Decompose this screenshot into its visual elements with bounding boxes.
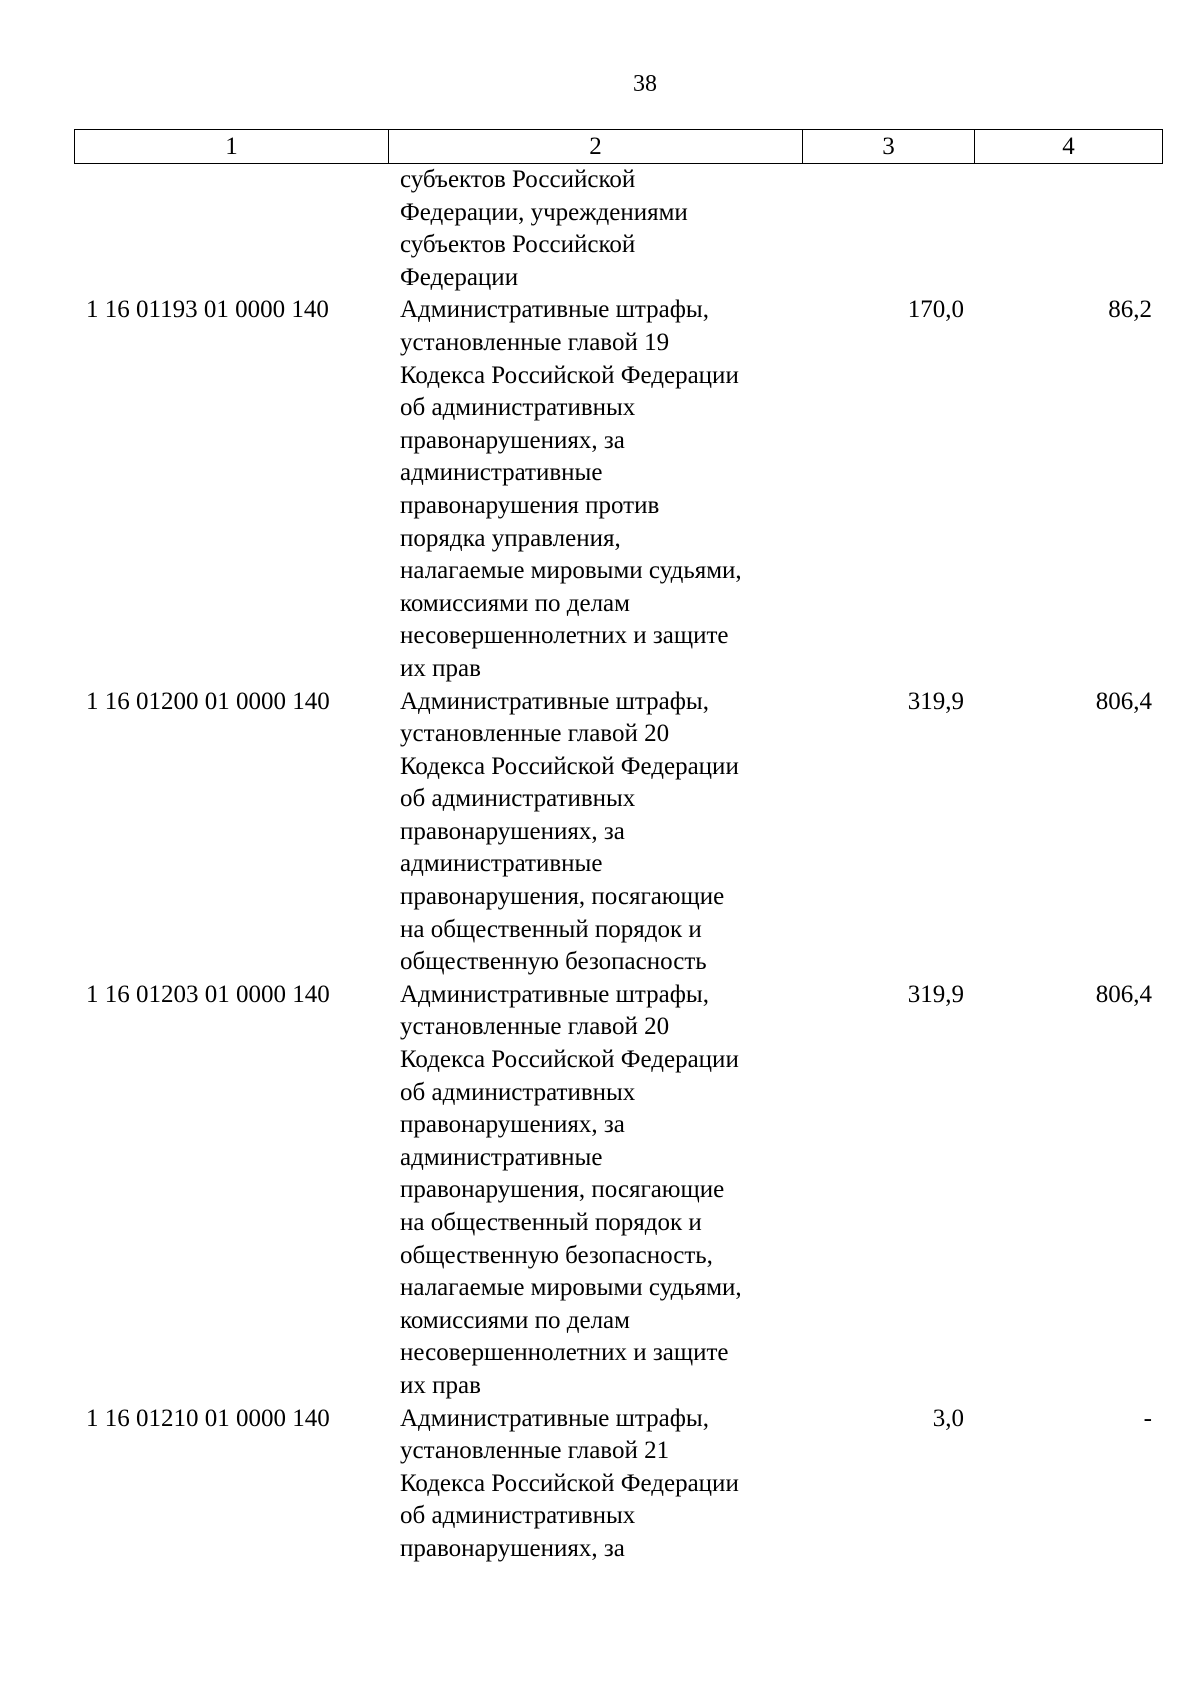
row-name-line: правонарушениях, за — [400, 1111, 625, 1139]
row-name-line: порядка управления, — [400, 524, 621, 552]
row-name-line: Административные штрафы, — [400, 1404, 709, 1432]
row-name — [388, 979, 802, 1403]
row-name-line: Федерации, учреждениями — [400, 198, 688, 226]
row-name-line: несовершеннолетних и защите — [400, 1339, 729, 1367]
column-header-1: 1 — [75, 130, 389, 164]
row-name-line: Кодекса Российской Федерации — [400, 361, 739, 389]
table-row — [74, 686, 1162, 979]
row-value-3: 170,0 — [907, 296, 964, 324]
table-row — [74, 979, 1162, 1403]
row-name-line: административные — [400, 850, 603, 878]
row-name — [388, 164, 802, 294]
row-name-line: административные — [400, 459, 603, 487]
row-name-line: Кодекса Российской Федерации — [400, 752, 739, 780]
row-name-line: налагаемые мировыми судьями, — [400, 1274, 742, 1302]
row-name-line: на общественный порядок и — [400, 1209, 702, 1236]
row-name-line: Кодекса Российской Федерации — [400, 1046, 739, 1074]
column-header-table — [74, 129, 1163, 164]
row-name-line: правонарушения против — [400, 491, 660, 519]
row-name-line: административные — [400, 1143, 603, 1171]
row-name-line: об административных — [400, 785, 636, 813]
row-name-line: комиссиями по делам — [400, 589, 630, 617]
row-name-line: правонарушения, посягающие — [400, 1176, 725, 1204]
column-header-row — [75, 130, 1163, 164]
row-name-line: правонарушениях, за — [400, 1534, 625, 1562]
row-name-line: об административных — [400, 1502, 636, 1530]
row-name-line: комиссиями по делам — [400, 1306, 630, 1334]
row-name-line: налагаемые мировыми судьями, — [400, 557, 742, 585]
row-name-line: общественную безопасность, — [400, 1241, 713, 1269]
row-value-4: 806,4 — [1095, 687, 1152, 715]
row-name-line: Административные штрафы, — [400, 296, 709, 324]
row-value-3: 319,9 — [907, 687, 964, 715]
row-name — [388, 686, 802, 979]
row-name-line: несовершеннолетних и защите — [400, 622, 729, 650]
row-name-line: общественную безопасность — [400, 948, 707, 976]
row-name-line: правонарушения, посягающие — [400, 883, 725, 911]
row-name-line: правонарушениях, за — [400, 426, 625, 454]
table-body — [74, 164, 1162, 1566]
row-name-line: Кодекса Российской Федерации — [400, 1469, 739, 1497]
row-name-line: субъектов Российской — [400, 231, 636, 259]
row-name-line: на общественный порядок и — [400, 915, 702, 943]
row-name-line: об административных — [400, 394, 636, 422]
row-name-line: их прав — [400, 1371, 481, 1399]
page-number: 38 — [633, 71, 657, 97]
row-code: 1 16 01210 01 0000 140 — [86, 1404, 330, 1432]
column-header-3: 3 — [803, 130, 975, 164]
row-code: 1 16 01200 01 0000 140 — [86, 687, 330, 715]
row-name-line: установленные главой 20 — [400, 720, 670, 748]
row-value-3: 3,0 — [932, 1404, 964, 1432]
table-row — [74, 294, 1162, 685]
table-row-continuation — [74, 164, 1162, 294]
row-name-line: установленные главой 21 — [400, 1437, 670, 1465]
row-code: 1 16 01193 01 0000 140 — [86, 296, 329, 324]
row-name-line: правонарушениях, за — [400, 817, 625, 845]
row-name-line: субъектов Российской — [400, 166, 636, 193]
row-name — [388, 294, 802, 685]
column-header-2: 2 — [389, 130, 803, 164]
row-name-line: установленные главой 20 — [400, 1013, 670, 1041]
row-name-line: их прав — [400, 654, 481, 682]
row-name-line: установленные главой 19 — [400, 328, 670, 356]
row-code: 1 16 01203 01 0000 140 — [86, 980, 330, 1008]
row-value-4: 806,4 — [1095, 980, 1152, 1008]
row-name-line: Федерации — [400, 263, 519, 291]
row-value-4: 86,2 — [1108, 296, 1152, 324]
row-value-3: 319,9 — [907, 980, 964, 1008]
row-name-line: Административные штрафы, — [400, 687, 709, 715]
table-row — [74, 1403, 1162, 1566]
row-name — [388, 1403, 802, 1566]
row-name-line: Административные штрафы, — [400, 980, 709, 1008]
row-name-line: об административных — [400, 1078, 636, 1106]
column-header-4: 4 — [975, 130, 1163, 164]
row-value-4: - — [1143, 1404, 1152, 1432]
